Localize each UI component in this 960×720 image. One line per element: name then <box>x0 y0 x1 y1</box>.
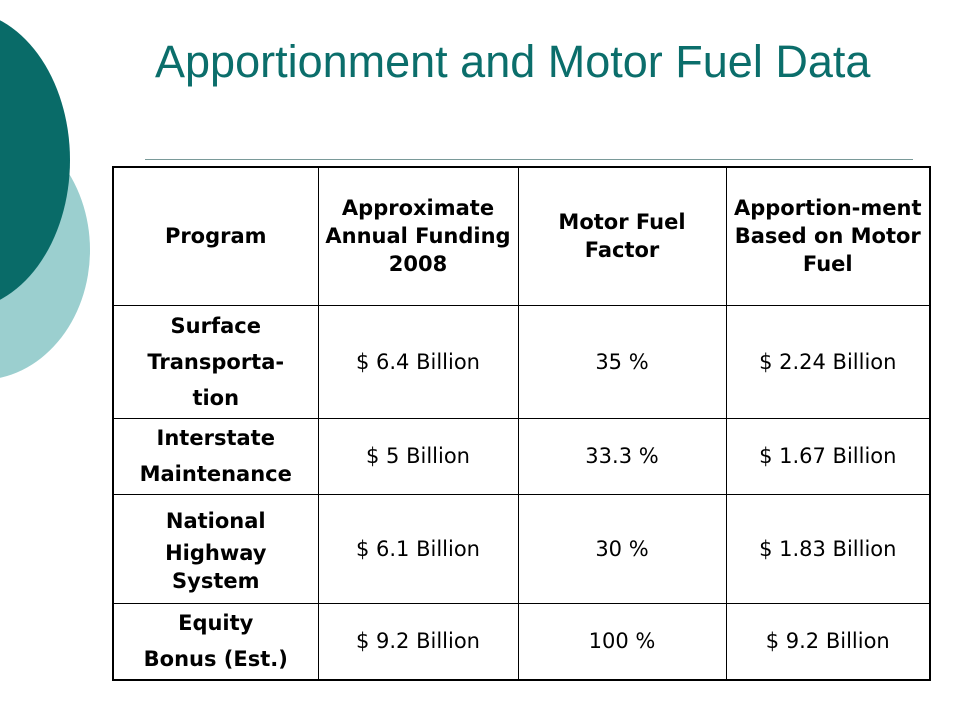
table-row <box>113 305 930 418</box>
table-row <box>113 494 930 603</box>
program-line: Equity <box>178 611 254 636</box>
program-line: Surface <box>170 313 261 338</box>
program-line: Bonus (Est.) <box>143 647 288 672</box>
header-funding-year: 2008 <box>388 252 448 277</box>
title-divider <box>145 159 913 160</box>
cell-factor: 33.3 % <box>518 418 726 494</box>
cell-program <box>113 305 318 418</box>
table-header-row <box>113 167 930 305</box>
program-line: tion <box>192 385 240 410</box>
slide-title: Apportionment and Motor Fuel Data <box>155 36 871 87</box>
header-funding <box>318 167 518 305</box>
program-line: National <box>165 508 266 533</box>
cell-program <box>113 603 318 680</box>
program-line: Highway System <box>165 540 267 593</box>
cell-factor: 100 % <box>518 603 726 680</box>
cell-program <box>113 494 318 603</box>
header-funding-label: Approximate Annual Funding <box>325 196 511 249</box>
header-factor: Motor Fuel Factor <box>518 167 726 305</box>
program-line: Interstate <box>156 426 275 450</box>
cell-funding: $ 5 Billion <box>318 418 518 494</box>
cell-funding: $ 6.1 Billion <box>318 494 518 603</box>
cell-factor: 30 % <box>518 494 726 603</box>
cell-apportionment: $ 1.83 Billion <box>726 494 930 603</box>
cell-factor: 35 % <box>518 305 726 418</box>
program-line: Maintenance <box>139 462 292 486</box>
header-apportionment: Apportion-ment Based on Motor Fuel <box>726 167 930 305</box>
program-line: Transporta- <box>147 349 285 374</box>
table-row <box>113 418 930 494</box>
cell-funding: $ 6.4 Billion <box>318 305 518 418</box>
cell-apportionment: $ 9.2 Billion <box>726 603 930 680</box>
cell-apportionment: $ 2.24 Billion <box>726 305 930 418</box>
apportionment-table <box>112 166 931 681</box>
cell-program <box>113 418 318 494</box>
cell-funding: $ 9.2 Billion <box>318 603 518 680</box>
cell-apportionment: $ 1.67 Billion <box>726 418 930 494</box>
table-row <box>113 603 930 680</box>
header-program: Program <box>113 167 318 305</box>
